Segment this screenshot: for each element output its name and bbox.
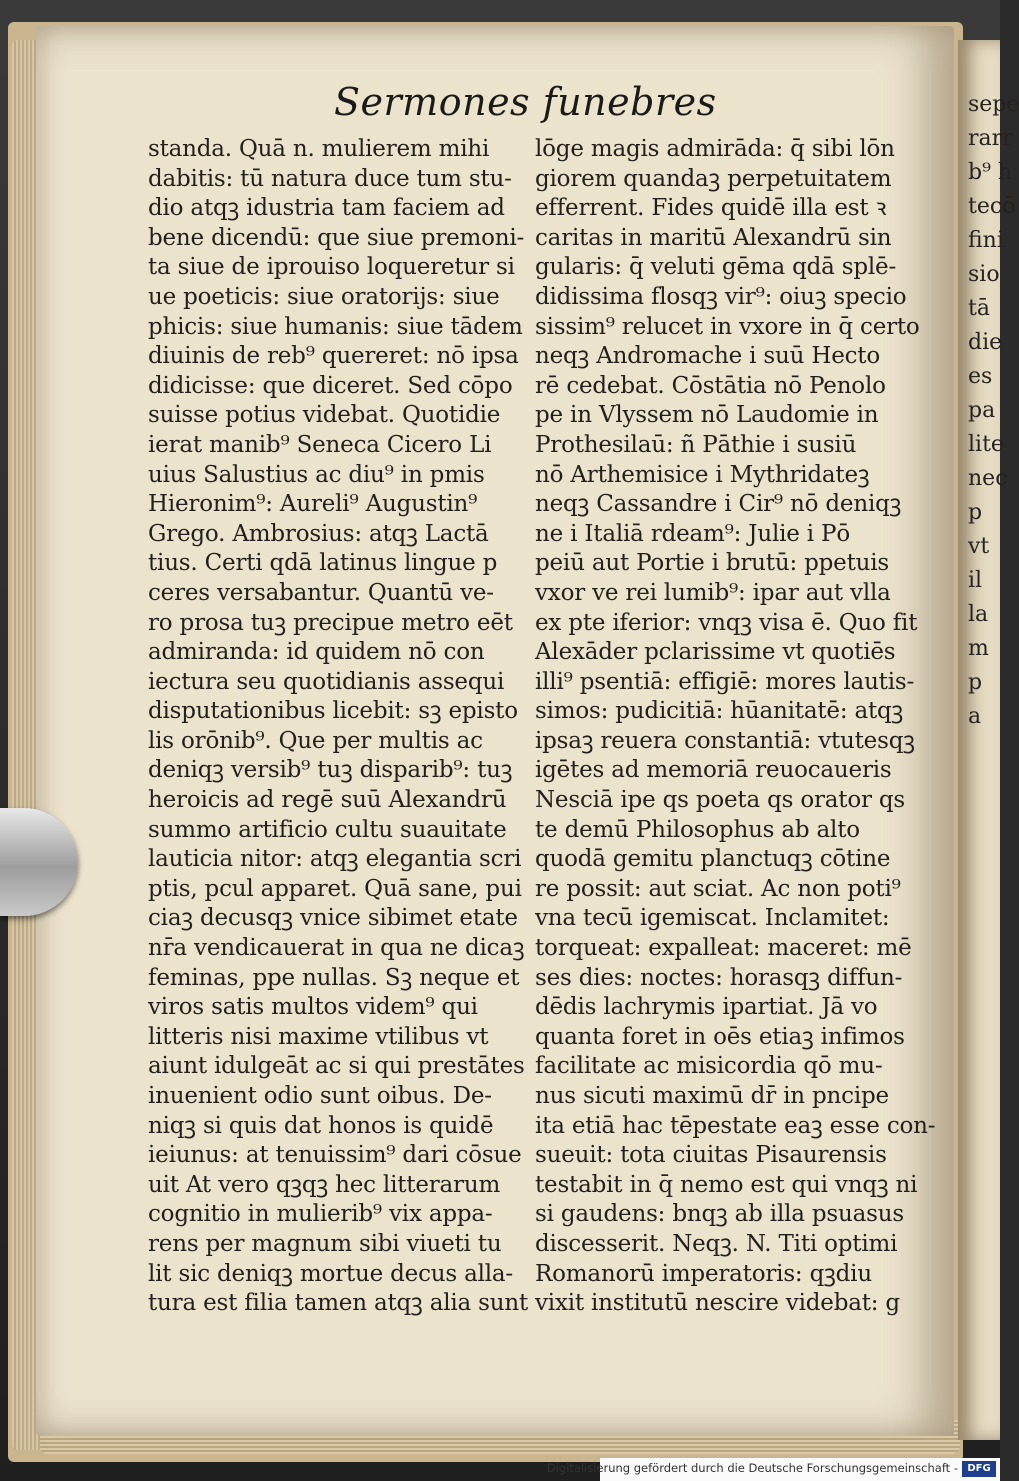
text-line: peiū aut Portie i brutū: ppetuis — [535, 550, 889, 577]
text-line: diuinis de reb⁹ quereret: nō ipsa — [148, 343, 519, 370]
funding-credit: Digitalisierung gefördert durch die Deutsche Forschungsgemeinschaft - — [546, 1461, 958, 1475]
footer-bar — [546, 1458, 1000, 1481]
facing-page-fragment: nec — [968, 466, 1008, 491]
text-line: caritas in maritū Alexandrū sin — [535, 224, 892, 251]
text-line: aiunt idulgeāt ac si qui prestātes — [148, 1053, 525, 1080]
text-line: admiranda: id quidem nō con — [148, 639, 485, 666]
text-line: iectura seu quotidianis assequi — [148, 668, 505, 695]
facing-page-fragment: sepe — [968, 92, 1019, 117]
facing-page-fragment: il — [968, 568, 983, 593]
text-line: heroicis ad regē suū Alexandrū — [148, 787, 507, 814]
text-line: dabitis: tū natura duce tum stu- — [148, 165, 512, 192]
text-line: disputationibus licebit: sꝫ episto — [148, 698, 518, 725]
text-line: Prothesilaū: ñ Pāthie i susiū — [535, 431, 857, 458]
text-line: didicisse: que diceret. Sed cōpo — [148, 372, 513, 399]
text-line: lōge magis admirāda: q̄ sibi lōn — [535, 136, 895, 162]
text-line: deniqꝫ versib⁹ tuꝫ disparib⁹: tuꝫ — [148, 757, 513, 784]
text-line: illi⁹ psentiā: effigiē: mores lautis- — [535, 668, 915, 695]
text-line: ex pte iferior: vnqꝫ visa ē. Quo fit — [535, 609, 918, 636]
facing-page-fragment: tā — [968, 296, 990, 321]
facing-page-fragment: tecō — [968, 194, 1016, 219]
text-line: rē cedebat. Cōstātia nō Penolo — [535, 372, 886, 399]
text-line: cognitio in mulierib⁹ vix appa- — [148, 1201, 493, 1228]
text-line: ipsaꝫ reuera constantiā: vtutesqꝫ — [535, 727, 915, 754]
text-line: testabit in q̄ nemo est qui vnqꝫ ni — [535, 1171, 918, 1198]
text-line: Alexāder pclarissime vt quotiēs — [535, 639, 896, 666]
text-line: discesserit. Neqꝫ. N. Titi optimi — [535, 1230, 898, 1257]
text-line: niqꝫ si quis dat honos is quidē — [148, 1112, 494, 1139]
text-line: summo artificio cultu suauitate — [148, 816, 507, 843]
text-line: Grego. Ambrosius: atqꝫ Lactā — [148, 520, 489, 547]
text-line: quanta foret in oēs etiaꝫ infimos — [535, 1023, 905, 1050]
text-line: facilitate ac misicordia qō mu- — [535, 1053, 883, 1080]
text-line: efferrent. Fides quidē illa est ꝛ — [535, 195, 887, 222]
text-line: ciaꝫ decusqꝫ vnice sibimet etate — [148, 905, 518, 932]
text-line: inuenient odio sunt oibus. De- — [148, 1083, 492, 1109]
text-line: ceres versabantur. Quantū ve- — [148, 579, 494, 606]
text-line: neqꝫ Andromache i suū Hecto — [535, 343, 880, 370]
text-line: igētes ad memoriā reuocaueris — [535, 757, 892, 784]
facing-page-fragment: die — [968, 330, 1003, 355]
text-line: lauticia nitor: atqꝫ elegantia scri — [148, 846, 522, 873]
text-line: ierat manib⁹ Seneca Cicero Li — [148, 431, 492, 458]
text-line: lis orōnib⁹. Que per multis ac — [148, 727, 483, 754]
text-line: dio atqꝫ idustria tam faciem ad — [148, 195, 505, 222]
text-line: vixit institutū nescire videbat: g — [535, 1290, 900, 1317]
facing-page-fragment: p — [968, 670, 983, 695]
text-line: Hieronim⁹: Aureli⁹ Augustin⁹ — [148, 491, 478, 518]
facing-page-fragment: lite — [968, 432, 1004, 457]
text-line: nr̄a vendicauerat in qua ne dicaꝫ — [148, 935, 525, 962]
text-line: Romanorū imperatoris: qꝫdiu — [535, 1260, 872, 1287]
text-line: lit sic deniqꝫ mortue decus alla- — [148, 1260, 513, 1287]
facing-page — [958, 40, 1019, 1440]
facing-page-fragment: b⁹ h — [968, 160, 1013, 185]
text-line: neqꝫ Cassandre i Cir⁹ nō deniqꝫ — [535, 491, 902, 518]
text-line: standa. Quā n. mulierem mihi — [148, 136, 490, 162]
facing-page-fragment: vt — [968, 534, 990, 559]
text-line: ne i Italiā rdeam⁹: Julie i Pō — [535, 520, 850, 547]
text-line: vna tecū igemiscat. Inclamitet: — [535, 905, 890, 932]
text-line: re possit: aut sciat. Ac non poti⁹ — [535, 875, 901, 902]
text-line: sueuit: tota ciuitas Pisaurensis — [535, 1142, 887, 1169]
text-line: ieiunus: at tenuissim⁹ dari cōsue — [148, 1142, 522, 1169]
text-line: rens per magnum sibi viueti tu — [148, 1230, 502, 1257]
text-line: nus sicuti maximū dr̄ in pncipe — [535, 1083, 889, 1109]
text-line: feminas, ppe nullas. Sꝫ neque et — [148, 964, 520, 991]
facing-page-fragment: fini — [968, 228, 1004, 253]
text-line: phicis: siue humanis: siue tādem — [148, 313, 523, 340]
text-line: Nesciā ipe qs poeta qs orator qs — [535, 787, 906, 814]
text-line: uius Salustius ac diu⁹ in pmis — [148, 461, 485, 488]
text-line: tura est filia tamen atqꝫ alia sunt — [148, 1290, 529, 1317]
text-line: simos: pudicitiā: hūanitatē: atqꝫ — [535, 698, 904, 725]
text-line: tius. Certi qdā latinus lingue p — [148, 550, 498, 577]
running-title: Sermones funebres — [334, 80, 717, 124]
text-line: uit At vero qꝫqꝫ hec litterarum — [148, 1171, 501, 1198]
facing-page-fragment: a — [968, 704, 982, 729]
text-line: ptis, pcul apparet. Quā sane, pui — [148, 875, 522, 902]
text-line: torqueat: expalleat: maceret: mē — [535, 935, 912, 962]
text-line: pe in Vlyssem nō Laudomie in — [535, 402, 879, 429]
text-line: dēdis lachrymis ipartiat. Jā vo — [535, 994, 878, 1021]
text-line: giorem quandaꝫ perpetuitatem — [535, 165, 892, 192]
text-line: litteris nisi maxime vtilibus vt — [148, 1023, 489, 1050]
left-text-column — [148, 135, 529, 1319]
facing-page-fragment: la — [968, 602, 989, 627]
facing-page-fragment: m — [968, 636, 989, 661]
text-line: didissima flosqꝫ vir⁹: oiuꝫ specio — [535, 283, 907, 310]
text-line: ta siue de iprouiso loqueretur si — [148, 254, 515, 281]
facing-page-fragment: es — [968, 364, 993, 389]
text-line: ses dies: noctes: horasqꝫ diffun- — [535, 964, 903, 991]
dfg-logo: DFG — [962, 1461, 996, 1477]
facing-page-fragment: rarr — [968, 126, 1013, 151]
text-line: vxor ve rei lumib⁹: ipar aut vlla — [535, 579, 891, 606]
right-text-column — [535, 135, 936, 1319]
text-line: ro prosa tuꝫ precipue metro eēt — [148, 609, 513, 636]
facing-page-fragment: sio — [968, 262, 1000, 287]
text-line: te demū Philosophus ab alto — [535, 816, 860, 843]
text-line: suisse potius videbat. Quotidie — [148, 402, 501, 429]
facing-page-fragment: p — [968, 500, 983, 525]
text-line: sissim⁹ relucet in vxore in q̄ certo — [535, 313, 920, 340]
text-line: nō Arthemisice i Mythridateꝫ — [535, 461, 870, 488]
text-line: ita etiā hac tēpestate eaꝫ esse con- — [535, 1112, 936, 1139]
facing-page-fragment: pa — [968, 398, 996, 423]
text-line: si gaudens: bnqꝫ ab illa psuasus — [535, 1201, 904, 1228]
text-line: gularis: q̄ veluti gēma qdā splē- — [535, 254, 897, 281]
text-line: viros satis multos videm⁹ qui — [148, 994, 478, 1021]
text-line: bene dicendū: que siue premoni- — [148, 224, 525, 251]
text-line: quodā gemitu planctuqꝫ cōtine — [535, 846, 891, 873]
text-line: ue poeticis: siue oratorijs: siue — [148, 283, 500, 310]
